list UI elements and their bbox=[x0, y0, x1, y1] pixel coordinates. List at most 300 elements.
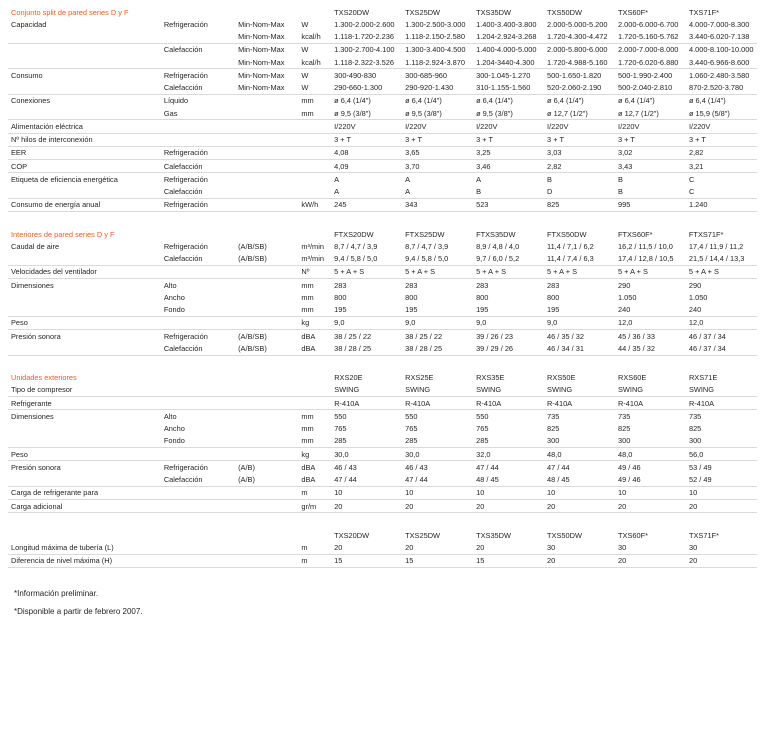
model-header: TXS35DW bbox=[476, 7, 511, 17]
table-row bbox=[8, 160, 757, 173]
row-value: 800 bbox=[334, 292, 347, 302]
row-value: 1.060-2.480-3.580 bbox=[688, 70, 750, 80]
table-row bbox=[8, 198, 757, 211]
row-value: 290 bbox=[688, 280, 702, 290]
row-value: R-410A bbox=[331, 397, 402, 410]
row-value: 20 bbox=[473, 542, 544, 555]
row-value: ø 9,5 (3/8") bbox=[473, 107, 544, 120]
row-value: 500-1.650-1.820 bbox=[547, 70, 602, 80]
row-sub bbox=[235, 410, 298, 423]
row-unit: mm bbox=[298, 435, 331, 448]
row-mode: Alto bbox=[163, 280, 177, 290]
row-value: 52 / 49 bbox=[686, 474, 757, 487]
row-value: 1.050 bbox=[688, 292, 708, 302]
row-sub bbox=[235, 94, 298, 107]
row-unit: m bbox=[298, 486, 331, 499]
row-mode bbox=[161, 500, 235, 513]
row-value: 1.240 bbox=[686, 198, 757, 211]
model-header: TXS50DW bbox=[547, 530, 582, 540]
row-label bbox=[8, 435, 161, 448]
table-row bbox=[8, 423, 757, 435]
row-value: 5 + A + S bbox=[544, 265, 615, 278]
table-row bbox=[8, 410, 757, 423]
row-mode: Ancho bbox=[163, 292, 185, 302]
row-value: 9,0 bbox=[544, 316, 615, 329]
row-mode: Refrigeración bbox=[161, 146, 235, 159]
row-value: 3,70 bbox=[402, 160, 473, 173]
row-label bbox=[8, 43, 161, 56]
row-mode: Calefacción bbox=[161, 342, 235, 355]
row-value: 870-2.520-3.780 bbox=[686, 82, 757, 95]
row-value: ø 12,7 (1/2") bbox=[544, 107, 615, 120]
row-value: 38 / 28 / 25 bbox=[331, 342, 402, 355]
row-value: 765 bbox=[405, 424, 418, 433]
row-value: 520-2.060-2.190 bbox=[544, 82, 615, 95]
row-mode: Calefacción bbox=[161, 474, 235, 487]
row-value: ø 6,4 (1/4") bbox=[688, 96, 726, 106]
row-value: 56,0 bbox=[686, 448, 757, 461]
row-value: 995 bbox=[615, 198, 686, 211]
row-value: I/220V bbox=[615, 120, 686, 133]
row-value: R-410A bbox=[402, 397, 473, 410]
section-spacer bbox=[8, 212, 757, 228]
row-value: 3,65 bbox=[402, 146, 473, 159]
row-value: 825 bbox=[688, 424, 702, 433]
row-value: ø 9,5 (3/8") bbox=[402, 107, 473, 120]
row-label: Tipo de compresor bbox=[8, 384, 161, 397]
row-value: 285 bbox=[473, 435, 544, 448]
model-header: TXS20DW bbox=[334, 7, 370, 17]
row-unit: mm bbox=[298, 304, 331, 317]
row-value: 765 bbox=[334, 424, 347, 433]
row-value: R-410A bbox=[544, 397, 615, 410]
row-unit: m bbox=[298, 554, 331, 567]
row-unit: m³/min bbox=[301, 241, 324, 251]
row-unit: kW/h bbox=[298, 198, 331, 211]
row-value: 3,03 bbox=[544, 146, 615, 159]
row-unit: mm bbox=[301, 411, 314, 421]
row-value: B bbox=[618, 174, 623, 184]
spec-table-unidades-exteriores bbox=[8, 372, 757, 514]
row-sub bbox=[235, 554, 298, 567]
row-value: I/220V bbox=[544, 120, 615, 133]
row-value: 5 + A + S bbox=[402, 265, 473, 278]
row-value: 9,7 / 6,0 / 5,2 bbox=[473, 253, 544, 266]
row-value: I/220V bbox=[686, 120, 757, 133]
row-value: 310-1.155-1.560 bbox=[473, 82, 544, 95]
table-row bbox=[8, 265, 757, 278]
row-mode bbox=[161, 316, 235, 329]
table-row bbox=[8, 69, 757, 82]
row-sub: Min-Nom-Max bbox=[238, 19, 285, 29]
table-row bbox=[8, 474, 757, 487]
row-mode: Refrigeración bbox=[163, 174, 208, 184]
row-value: 3 + T bbox=[402, 133, 473, 146]
model-header: RXS50E bbox=[547, 373, 576, 382]
row-label: Carga de refrigerante para bbox=[8, 486, 161, 499]
row-sub bbox=[235, 384, 298, 397]
row-value: 290-660-1.300 bbox=[331, 82, 402, 95]
row-mode: Líquido bbox=[163, 96, 189, 106]
table-row bbox=[8, 82, 757, 95]
row-sub: Min-Nom-Max bbox=[235, 82, 298, 95]
row-value: 10 bbox=[544, 486, 615, 499]
row-sub bbox=[235, 186, 298, 199]
model-header: TXS25DW bbox=[405, 7, 441, 17]
row-value: SWING bbox=[686, 384, 757, 397]
row-unit: kcal/h bbox=[298, 56, 331, 69]
model-header: FTXS71F* bbox=[688, 229, 724, 239]
row-value: 46 / 43 bbox=[334, 462, 357, 472]
row-value: 4,08 bbox=[331, 146, 402, 159]
row-value: ø 6,4 (1/4") bbox=[547, 96, 584, 106]
table-row bbox=[8, 461, 757, 474]
row-value: 20 bbox=[402, 500, 473, 513]
row-sub bbox=[235, 265, 298, 278]
row-value: 523 bbox=[473, 198, 544, 211]
row-value: 30,0 bbox=[331, 448, 402, 461]
row-value: 1.720-4.988-5.160 bbox=[544, 56, 615, 69]
row-sub bbox=[235, 397, 298, 410]
row-value: 48 / 45 bbox=[544, 474, 615, 487]
row-value: 12,0 bbox=[615, 316, 686, 329]
row-value: 800 bbox=[547, 292, 560, 302]
row-value: 1.400-3.400-3.800 bbox=[476, 19, 537, 29]
table-row bbox=[8, 253, 757, 266]
row-label: EER bbox=[8, 146, 161, 159]
row-value: 1.118-2.322-3.526 bbox=[331, 56, 402, 69]
row-value: 21,5 / 14,4 / 13,3 bbox=[686, 253, 757, 266]
row-sub: (A/B/SB) bbox=[238, 241, 267, 251]
row-value: SWING bbox=[402, 384, 473, 397]
table-row bbox=[8, 304, 757, 317]
row-value: 10 bbox=[331, 486, 402, 499]
row-value: 3 + T bbox=[331, 133, 402, 146]
row-value: C bbox=[688, 174, 695, 184]
row-value: 9,4 / 5,8 / 5,0 bbox=[402, 253, 473, 266]
row-value: 47 / 44 bbox=[476, 462, 499, 472]
row-value: 1.400-4.000-5.000 bbox=[476, 45, 537, 55]
table-row bbox=[8, 43, 757, 56]
row-sub: Min-Nom-Max bbox=[238, 45, 285, 55]
model-header: RXS71E bbox=[688, 373, 718, 382]
row-mode: Gas bbox=[161, 107, 235, 120]
row-unit: dBA bbox=[301, 462, 316, 472]
row-label: Dimensiones bbox=[11, 411, 54, 421]
row-value: 3.440-6.020-7.138 bbox=[686, 31, 757, 44]
row-value: R-410A bbox=[615, 397, 686, 410]
row-value: B bbox=[473, 186, 544, 199]
row-value: 195 bbox=[473, 304, 544, 317]
row-unit: kg bbox=[298, 316, 331, 329]
row-value: 1.720-5.160-5.762 bbox=[615, 31, 686, 44]
row-value: 3.440-6.966-8.600 bbox=[686, 56, 757, 69]
section-title: Interiores de pared series D y F bbox=[11, 229, 115, 239]
row-label bbox=[8, 82, 161, 95]
row-unit: m³/min bbox=[298, 253, 331, 266]
row-sub bbox=[235, 316, 298, 329]
row-value: 11,4 / 7,1 / 6,2 bbox=[547, 241, 594, 251]
row-sub bbox=[235, 542, 298, 555]
row-value: 4.000-7.000-8.300 bbox=[688, 19, 750, 29]
row-unit bbox=[298, 160, 331, 173]
row-mode: Refrigeración bbox=[163, 462, 208, 472]
row-value: 9,4 / 5,8 / 5,0 bbox=[331, 253, 402, 266]
model-header: TXS20DW bbox=[334, 530, 370, 540]
model-header: TXS60F* bbox=[618, 7, 649, 17]
row-unit: gr/m bbox=[298, 500, 331, 513]
row-value: 735 bbox=[547, 411, 560, 421]
row-value: 38 / 28 / 25 bbox=[402, 342, 473, 355]
row-mode bbox=[161, 448, 235, 461]
row-value: 3,43 bbox=[615, 160, 686, 173]
row-value: 300-685-960 bbox=[405, 70, 448, 80]
row-unit bbox=[298, 397, 331, 410]
table-header-row bbox=[8, 228, 757, 240]
row-value: D bbox=[544, 186, 615, 199]
row-value: 30,0 bbox=[402, 448, 473, 461]
row-mode: Calefacción bbox=[161, 82, 235, 95]
row-value: 240 bbox=[686, 304, 757, 317]
row-label: Longitud máxima de tubería (L) bbox=[8, 542, 161, 555]
row-value: 500-1.990-2.400 bbox=[618, 70, 673, 80]
table-row bbox=[8, 291, 757, 303]
row-value: 30 bbox=[544, 542, 615, 555]
row-value: 3 + T bbox=[473, 133, 544, 146]
row-value: A bbox=[331, 186, 402, 199]
spec-table-tuberia bbox=[8, 529, 757, 568]
table-row bbox=[8, 486, 757, 499]
row-value: A bbox=[476, 174, 482, 184]
row-value: 343 bbox=[402, 198, 473, 211]
row-value: 500-2.040-2.810 bbox=[615, 82, 686, 95]
table-row bbox=[8, 448, 757, 461]
row-value: R-410A bbox=[473, 397, 544, 410]
row-value: ø 15,9 (5/8") bbox=[686, 107, 757, 120]
row-value: 1.300-2.700-4.100 bbox=[334, 45, 395, 55]
row-label: Diferencia de nivel máxima (H) bbox=[8, 554, 161, 567]
row-value: 2.000-5.800-6.000 bbox=[547, 45, 608, 55]
row-sub bbox=[235, 304, 298, 317]
row-value: 32,0 bbox=[473, 448, 544, 461]
row-sub: (A/B/SB) bbox=[235, 342, 298, 355]
row-value: 3,21 bbox=[686, 160, 757, 173]
row-value: 8,9 / 4,8 / 4,0 bbox=[476, 241, 520, 251]
row-value: 3 + T bbox=[544, 133, 615, 146]
row-value: 4.000-8.100-10.000 bbox=[688, 45, 754, 55]
row-sub bbox=[235, 198, 298, 211]
row-label: Carga adicional bbox=[8, 500, 161, 513]
row-value: 550 bbox=[334, 411, 347, 421]
row-sub bbox=[235, 120, 298, 133]
row-unit: kg bbox=[298, 448, 331, 461]
row-sub bbox=[235, 146, 298, 159]
row-mode: Refrigeración bbox=[163, 331, 208, 341]
row-sub bbox=[235, 486, 298, 499]
row-value: 290-920-1.430 bbox=[402, 82, 473, 95]
row-mode: Ancho bbox=[163, 424, 185, 433]
row-value: 17,4 / 11,9 / 11,2 bbox=[688, 241, 744, 251]
table-row bbox=[8, 173, 757, 186]
row-unit: mm bbox=[301, 96, 314, 106]
row-label bbox=[8, 107, 161, 120]
row-mode: Refrigeración bbox=[163, 70, 208, 80]
row-sub bbox=[235, 107, 298, 120]
table-row bbox=[8, 94, 757, 107]
row-sub bbox=[235, 160, 298, 173]
row-value: 53 / 49 bbox=[688, 462, 712, 472]
table-row bbox=[8, 397, 757, 410]
model-header: TXS60F* bbox=[618, 530, 649, 540]
model-header: RXS60E bbox=[618, 373, 647, 382]
row-value: B bbox=[547, 174, 552, 184]
row-value: 1.118-2.150-2.580 bbox=[402, 31, 473, 44]
row-mode bbox=[161, 384, 235, 397]
row-unit bbox=[298, 120, 331, 133]
row-value: 20 bbox=[615, 500, 686, 513]
row-value: I/220V bbox=[402, 120, 473, 133]
row-value: 300 bbox=[544, 435, 615, 448]
row-unit: mm bbox=[298, 107, 331, 120]
table-row bbox=[8, 240, 757, 252]
row-value: SWING bbox=[615, 384, 686, 397]
row-value: 3,46 bbox=[473, 160, 544, 173]
table-row bbox=[8, 186, 757, 199]
row-value: 1.204-2.924-3.268 bbox=[473, 31, 544, 44]
row-unit: kcal/h bbox=[298, 31, 331, 44]
row-value: 47 / 44 bbox=[402, 474, 473, 487]
row-mode bbox=[161, 542, 235, 555]
row-sub: Min-Nom-Max bbox=[235, 31, 298, 44]
row-label: Velocidades del ventilador bbox=[8, 265, 161, 278]
row-value: 1.300-2.000-2.600 bbox=[334, 19, 395, 29]
row-value: 1.050 bbox=[617, 292, 637, 302]
row-sub bbox=[235, 500, 298, 513]
row-value: 5 + A + S bbox=[615, 265, 686, 278]
model-header: TXS71F* bbox=[688, 530, 719, 540]
row-value: 5 + A + S bbox=[473, 265, 544, 278]
row-unit bbox=[298, 173, 331, 186]
row-value: ø 6,4 (1/4") bbox=[618, 96, 655, 106]
row-label: Alimentación eléctrica bbox=[8, 120, 161, 133]
row-value: 44 / 35 / 32 bbox=[615, 342, 686, 355]
row-value: 1.204-3440-4.300 bbox=[473, 56, 544, 69]
row-unit: mm bbox=[301, 292, 314, 302]
row-value: 15 bbox=[331, 554, 402, 567]
row-value: 20 bbox=[615, 554, 686, 567]
row-mode bbox=[161, 265, 235, 278]
model-header: FTXS25DW bbox=[405, 229, 445, 239]
row-sub: (A/B/SB) bbox=[235, 253, 298, 266]
footnote-2: *Disponible a partir de febrero 2007. bbox=[14, 607, 143, 616]
table-row bbox=[8, 316, 757, 329]
row-mode bbox=[161, 554, 235, 567]
row-label: Dimensiones bbox=[11, 280, 54, 290]
row-value: 195 bbox=[402, 304, 473, 317]
section-spacer bbox=[8, 513, 757, 529]
row-value: 2.000-7.000-8.000 bbox=[618, 45, 679, 55]
row-value: ø 9,5 (3/8") bbox=[331, 107, 402, 120]
model-header: TXS71F* bbox=[688, 7, 719, 17]
row-label bbox=[8, 291, 161, 303]
spec-table-split-pared-df bbox=[8, 6, 757, 212]
row-value: 9,0 bbox=[402, 316, 473, 329]
row-value: SWING bbox=[473, 384, 544, 397]
row-label bbox=[8, 474, 161, 487]
sections-container bbox=[8, 6, 757, 568]
row-value: 1.300-2.500-3.000 bbox=[405, 19, 466, 29]
row-value: B bbox=[615, 186, 686, 199]
row-mode: Fondo bbox=[161, 304, 235, 317]
row-value: 800 bbox=[405, 292, 418, 302]
row-sub bbox=[235, 291, 298, 303]
row-value: 15 bbox=[402, 554, 473, 567]
row-mode: Fondo bbox=[161, 435, 235, 448]
row-unit: Nº bbox=[298, 265, 331, 278]
row-value: 550 bbox=[405, 411, 418, 421]
row-value: 46 / 37 / 34 bbox=[686, 342, 757, 355]
row-value: 300 bbox=[615, 435, 686, 448]
row-unit: dBA bbox=[301, 331, 316, 341]
row-value: 48,0 bbox=[615, 448, 686, 461]
row-value: 20 bbox=[686, 500, 757, 513]
row-value: 11,4 / 7,4 / 6,3 bbox=[544, 253, 615, 266]
row-value: 3 + T bbox=[686, 133, 757, 146]
row-value: 2.000-6.000-6.700 bbox=[618, 19, 679, 29]
row-mode bbox=[161, 120, 235, 133]
model-header: TXS35DW bbox=[476, 530, 511, 540]
model-header: RXS20E bbox=[334, 373, 363, 382]
row-mode: Calefacción bbox=[163, 45, 203, 55]
row-mode bbox=[161, 31, 235, 44]
row-value: 17,4 / 12,8 / 10,5 bbox=[615, 253, 686, 266]
row-value: 20 bbox=[331, 500, 402, 513]
row-unit bbox=[298, 133, 331, 146]
row-unit: mm bbox=[301, 280, 314, 290]
row-value: 30 bbox=[686, 542, 757, 555]
row-value: 195 bbox=[544, 304, 615, 317]
row-unit bbox=[298, 186, 331, 199]
table-row bbox=[8, 133, 757, 146]
row-value: 285 bbox=[331, 435, 402, 448]
row-value: R-410A bbox=[686, 397, 757, 410]
row-label bbox=[8, 304, 161, 317]
row-value: A bbox=[334, 174, 340, 184]
row-label: Nº hilos de interconexión bbox=[8, 133, 161, 146]
row-value: 38 / 25 / 22 bbox=[405, 331, 443, 341]
footnotes bbox=[0, 568, 765, 620]
row-value: 46 / 37 / 34 bbox=[688, 331, 726, 341]
row-mode: Calefacción bbox=[161, 160, 235, 173]
row-value: 283 bbox=[405, 280, 418, 290]
row-value: 9,0 bbox=[473, 316, 544, 329]
row-sub: (A/B/SB) bbox=[238, 331, 267, 341]
row-value: 735 bbox=[688, 411, 702, 421]
row-value: 20 bbox=[331, 542, 402, 555]
row-value: 5 + A + S bbox=[686, 265, 757, 278]
row-value: 49 / 46 bbox=[618, 462, 641, 472]
row-value: 10 bbox=[402, 486, 473, 499]
row-label: Capacidad bbox=[11, 19, 47, 29]
row-value: 12,0 bbox=[686, 316, 757, 329]
model-header: FTXS50DW bbox=[547, 229, 587, 239]
row-unit: dBA bbox=[298, 474, 331, 487]
row-unit: m bbox=[298, 542, 331, 555]
row-sub bbox=[235, 133, 298, 146]
row-value: 800 bbox=[476, 292, 489, 302]
table-row bbox=[8, 330, 757, 343]
table-row bbox=[8, 31, 757, 44]
